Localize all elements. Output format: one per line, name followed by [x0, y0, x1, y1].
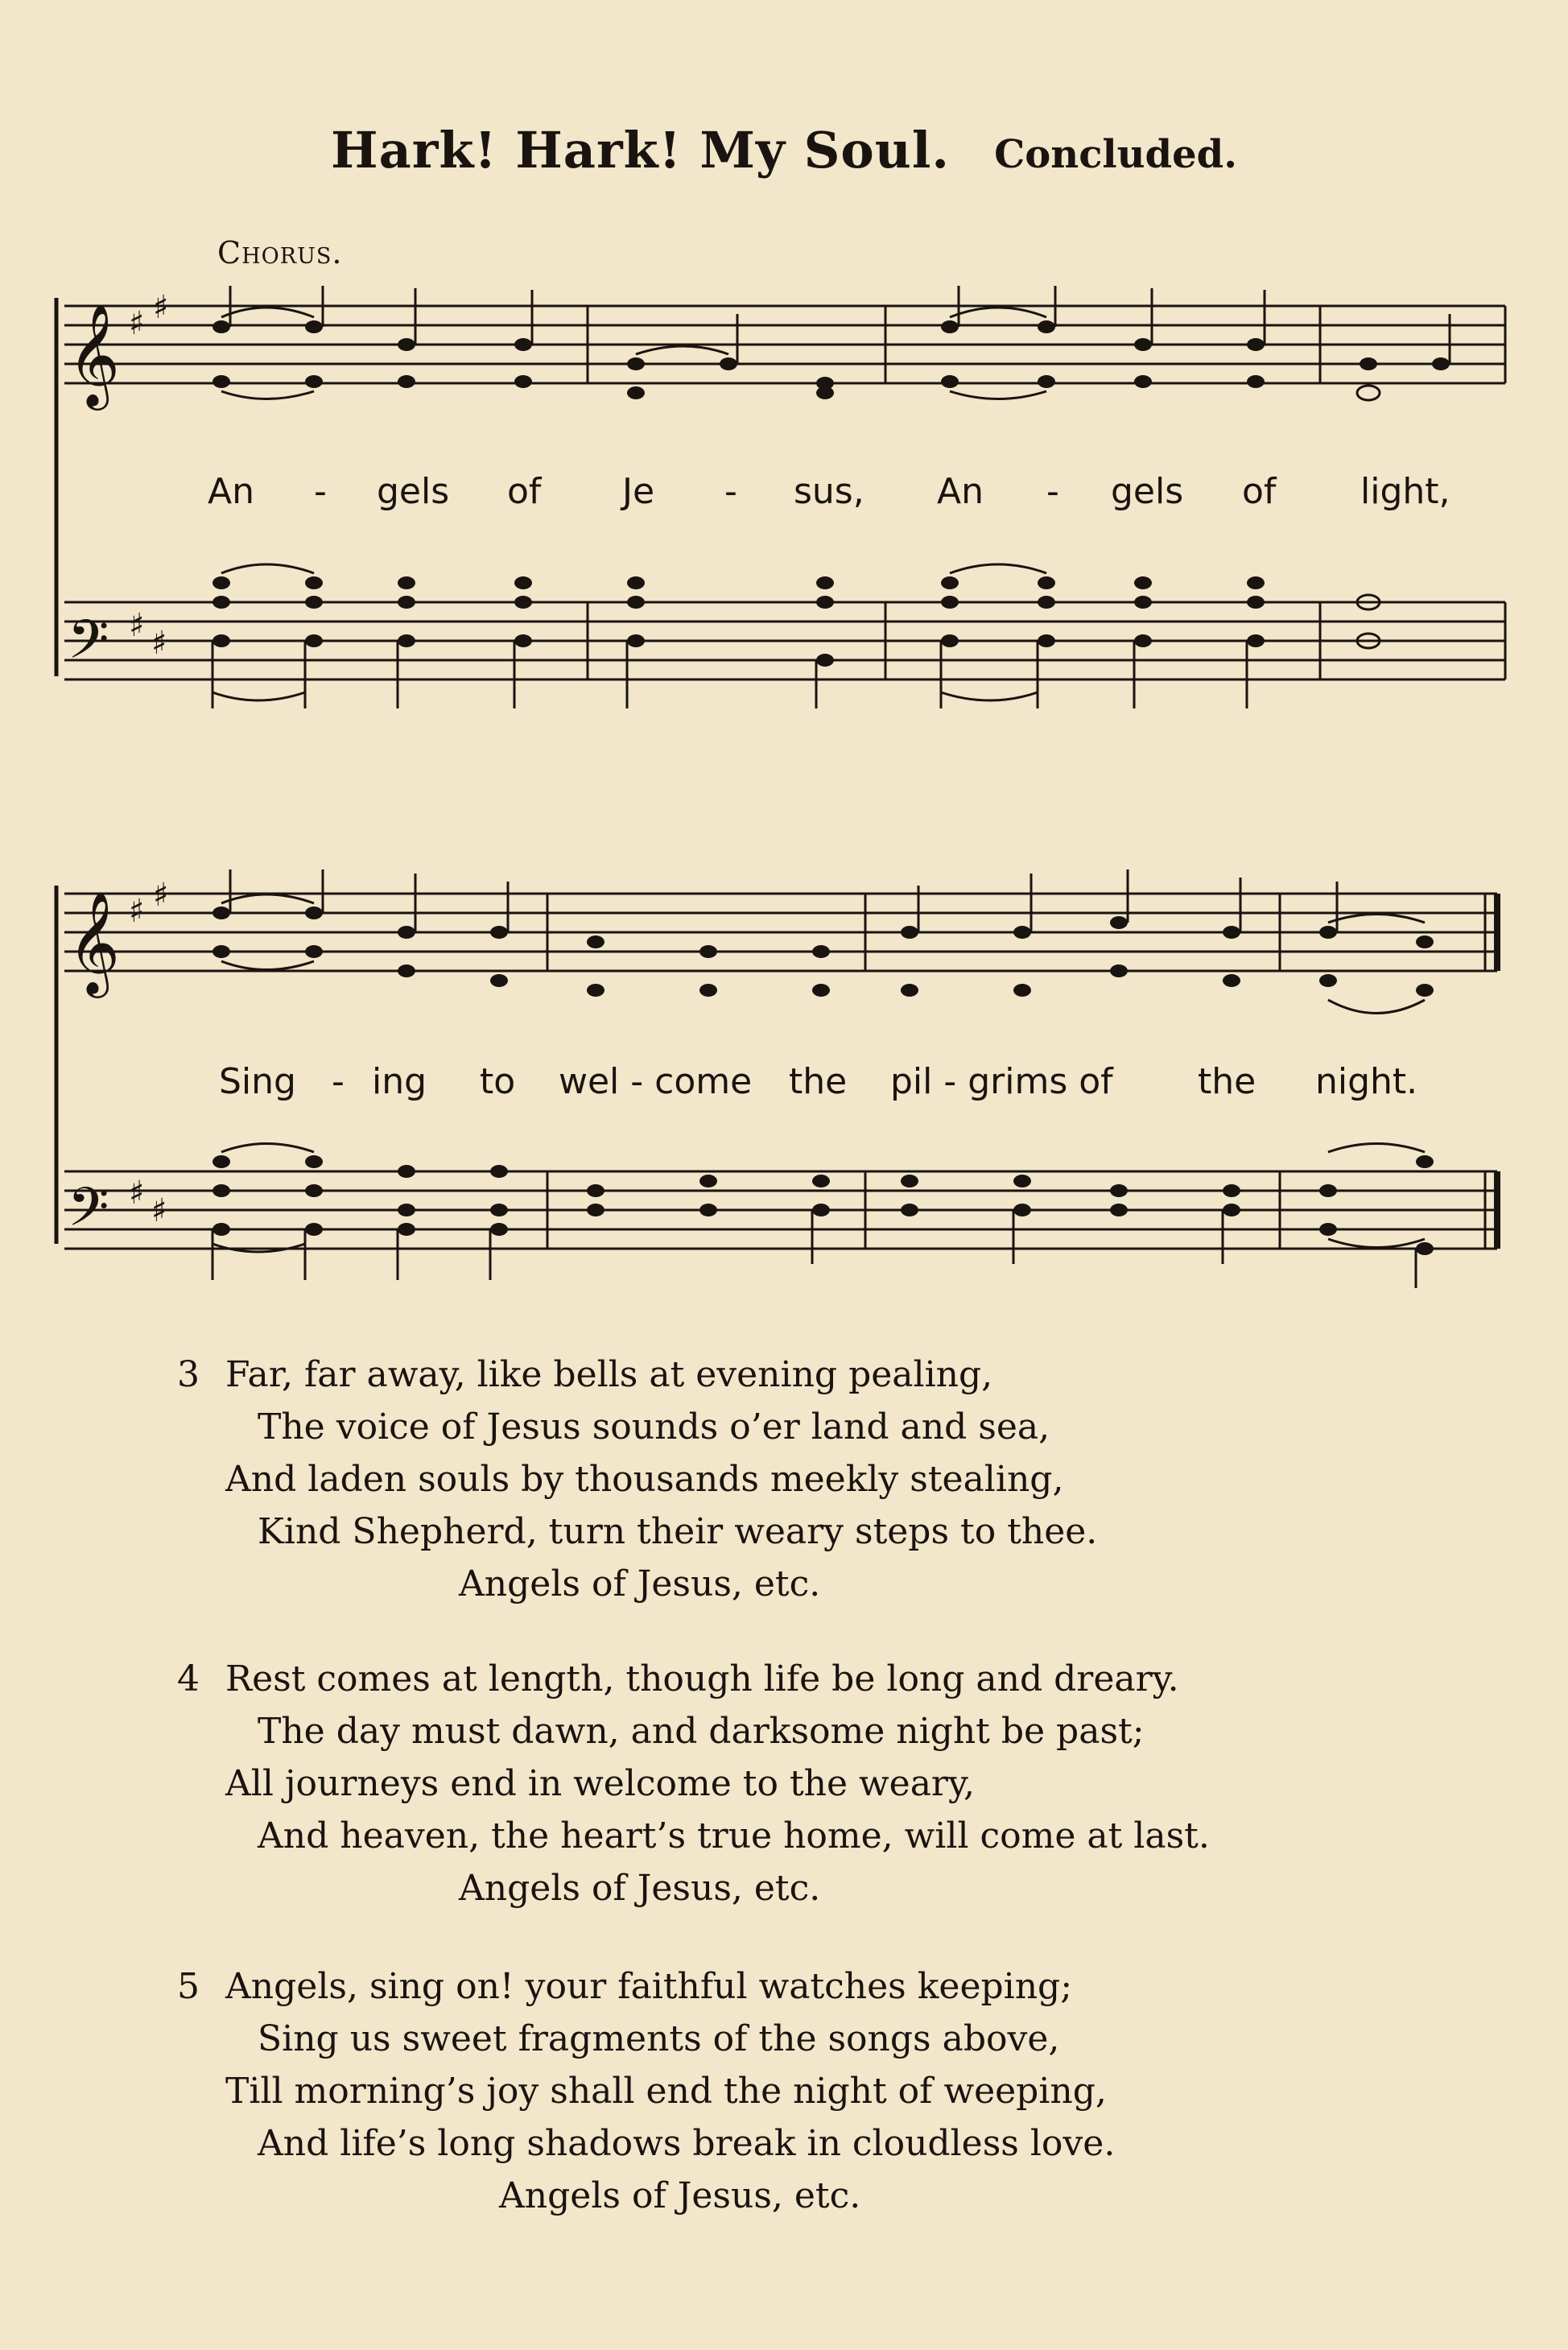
- svg-text:♯: ♯: [153, 289, 169, 326]
- verse-line: And life’s long shadows break in cloudless love.: [258, 2123, 1116, 2164]
- chorus-label: Chorus.: [217, 235, 343, 271]
- bass-clef-icon: 𝄢: [68, 609, 109, 684]
- verse-line: The day must dawn, and darksome night be past;: [258, 1711, 1145, 1752]
- lyric-syllable: pil - grims of: [890, 1061, 1113, 1102]
- svg-text:♯: ♯: [151, 625, 167, 662]
- verse-line-text: Far, far away, like bells at evening pealing,: [225, 1354, 993, 1395]
- lyric-syllable: the: [789, 1061, 848, 1102]
- lyric-syllable: -: [1046, 471, 1059, 512]
- lyric-syllable: to: [480, 1061, 516, 1102]
- lyric-syllable: -: [314, 471, 327, 512]
- svg-text:♯: ♯: [129, 893, 145, 930]
- system-1-treble-staff: [64, 306, 1505, 383]
- verse-refrain: Angels of Jesus, etc.: [499, 2175, 861, 2216]
- title-suffix: Concluded.: [994, 132, 1237, 177]
- verse-4: [177, 1653, 1433, 1914]
- verse-number: 3: [177, 1354, 200, 1395]
- verse-number: 4: [177, 1658, 200, 1700]
- verse-refrain: Angels of Jesus, etc.: [459, 1868, 821, 1909]
- lyric-syllable: night.: [1315, 1061, 1418, 1102]
- svg-text:♯: ♯: [129, 305, 145, 342]
- treble-clef-icon: 𝄞: [68, 303, 121, 406]
- verse-line-text: Rest comes at length, though life be long and dreary.: [225, 1658, 1179, 1700]
- lyric-syllable: wel - come: [559, 1061, 753, 1102]
- lyric-syllable: of: [507, 471, 542, 512]
- system-2-treble-staff: [64, 894, 1497, 971]
- hymn-title: Hark! Hark! My Soul.: [331, 121, 950, 180]
- verse-line: Sing us sweet fragments of the songs above,: [258, 2018, 1060, 2059]
- verse-3: [177, 1348, 1433, 1610]
- svg-text:♯: ♯: [151, 1192, 167, 1229]
- verse-line: The voice of Jesus sounds o’er land and sea,: [258, 1406, 1050, 1448]
- svg-text:♯: ♯: [153, 877, 169, 914]
- verse-line: Kind Shepherd, turn their weary steps to thee.: [258, 1511, 1098, 1552]
- lyric-syllable: -: [332, 1061, 345, 1102]
- system-2-bass-staff: [64, 1171, 1497, 1249]
- svg-text:♯: ♯: [129, 607, 145, 644]
- lyric-syllable: Sing: [219, 1061, 296, 1102]
- lyric-syllable: ing: [372, 1061, 427, 1102]
- verse-line: All journeys end in welcome to the weary,: [225, 1763, 975, 1804]
- verse-line: Till morning’s joy shall end the night of weeping,: [225, 2071, 1107, 2112]
- verse-number: 5: [177, 1966, 200, 2007]
- lyric-syllable: gels: [1111, 471, 1184, 512]
- treble-clef-icon: 𝄞: [68, 890, 121, 993]
- lyric-syllable: Je: [622, 471, 655, 512]
- verse-line: [177, 1653, 1433, 1705]
- verse-line: And laden souls by thousands meekly stealing,: [225, 1459, 1064, 1500]
- verse-line: And heaven, the heart’s true home, will come at last.: [258, 1815, 1210, 1856]
- lyric-syllable: sus,: [794, 471, 864, 512]
- verse-line: [177, 1348, 1433, 1401]
- lyric-syllable: An: [937, 471, 984, 512]
- lyric-syllable: of: [1242, 471, 1277, 512]
- verse-line-text: Angels, sing on! your faithful watches keeping;: [225, 1966, 1073, 2007]
- lyric-syllable: light,: [1360, 471, 1450, 512]
- verse-5: [177, 1960, 1433, 2222]
- svg-text:♯: ♯: [129, 1175, 145, 1212]
- lyric-syllable: the: [1198, 1061, 1256, 1102]
- lyric-syllable: An: [208, 471, 254, 512]
- bass-clef-icon: 𝄢: [68, 1176, 109, 1251]
- lyric-syllable: -: [724, 471, 737, 512]
- lyric-syllable: gels: [377, 471, 450, 512]
- system-1-bass-staff: [64, 602, 1505, 679]
- system-1-bass-stems: [213, 564, 1247, 708]
- verse-refrain: Angels of Jesus, etc.: [459, 1563, 821, 1605]
- verse-line: [177, 1960, 1433, 2013]
